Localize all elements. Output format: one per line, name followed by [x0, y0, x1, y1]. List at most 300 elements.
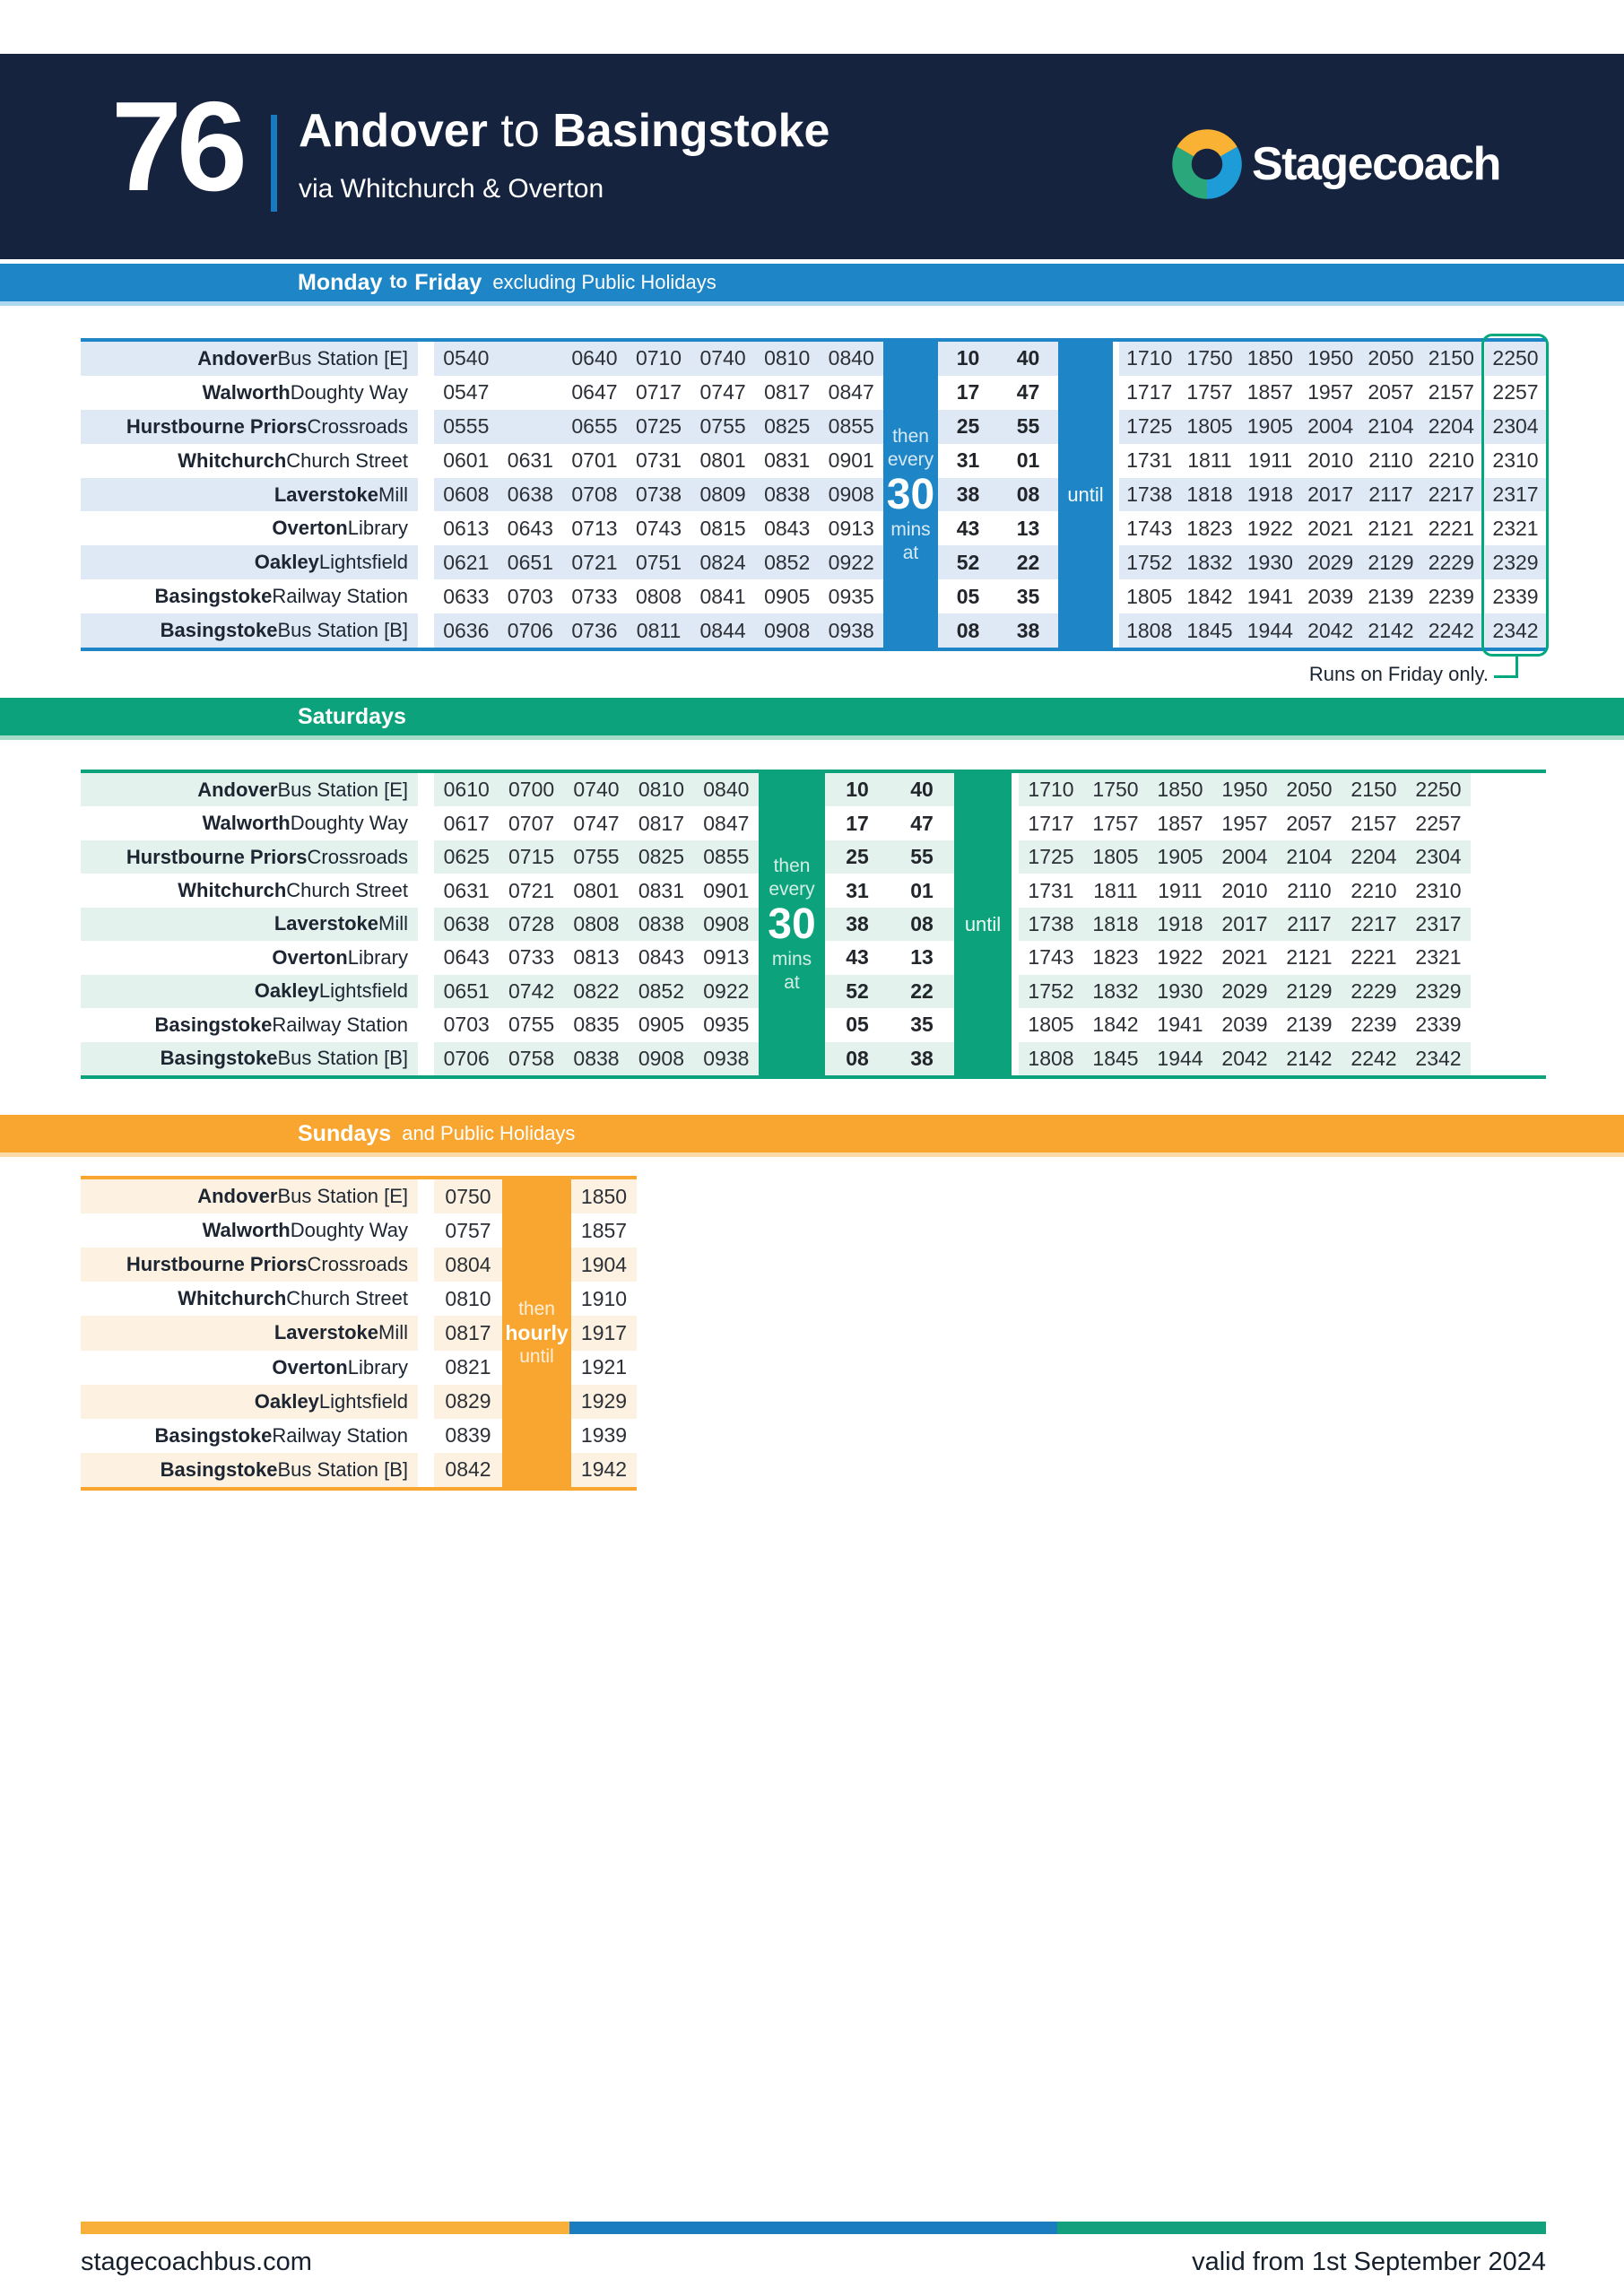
time-cell: 1850	[1246, 346, 1293, 370]
time-cell: 0809	[699, 483, 746, 506]
header-divider	[271, 115, 277, 212]
time-cell: 0725	[635, 414, 682, 439]
time-cell: 1805	[1186, 414, 1233, 439]
time-cell: 0738	[635, 483, 682, 506]
stop-name-cell: Basingstoke Railway Station	[154, 585, 408, 608]
time-cell: 0913	[828, 516, 874, 540]
time-cell: 25	[956, 414, 980, 439]
time-cell: 0838	[573, 1046, 620, 1070]
time-cell: 2210	[1350, 878, 1397, 902]
time-cell: 1805	[1028, 1013, 1074, 1037]
time-cell: 0651	[443, 978, 490, 1003]
time-cell: 13	[910, 945, 934, 970]
time-cell: 1905	[1246, 414, 1293, 439]
route-origin: Andover	[299, 105, 488, 157]
time-cell: 0922	[703, 978, 750, 1003]
time-cell: 1921	[580, 1355, 628, 1379]
time-cell: 2121	[1368, 516, 1414, 540]
footer-bar-green-segment	[1057, 2222, 1546, 2234]
time-cell: 1750	[1186, 346, 1233, 370]
time-cell: 1710	[1028, 778, 1074, 802]
time-cell: 0843	[638, 945, 684, 970]
time-cell: 0815	[699, 516, 746, 540]
frequency-band: then every 30 mins at	[883, 342, 938, 648]
footer-bar-blue-segment	[569, 2222, 1058, 2234]
time-cell: 1808	[1126, 618, 1173, 642]
stop-name-cell: Whitchurch Church Street	[178, 879, 408, 902]
time-cell: 2257	[1415, 811, 1462, 835]
timetable-rows	[81, 773, 1546, 1075]
time-cell: 52	[846, 978, 869, 1003]
time-cell: 0855	[703, 845, 750, 869]
time-cell: 55	[910, 845, 934, 869]
table-row	[81, 410, 1546, 444]
friday-note: Runs on Friday only.	[1308, 663, 1489, 685]
time-cell: 2221	[1350, 945, 1397, 970]
time-cell: 1918	[1157, 911, 1203, 935]
time-cell: 1957	[1307, 380, 1354, 404]
time-cell: 0825	[638, 845, 684, 869]
time-cell: 0733	[571, 584, 618, 608]
timetable-sunday	[81, 1176, 637, 1491]
time-cell: 0740	[699, 346, 746, 370]
time-cell: 2042	[1221, 1046, 1268, 1070]
time-cell: 1725	[1028, 845, 1074, 869]
time-cell: 2057	[1286, 811, 1333, 835]
time-cell: 2050	[1368, 346, 1414, 370]
time-cell: 2004	[1221, 845, 1268, 869]
time-cell: 1808	[1028, 1046, 1074, 1070]
section-bar-weekday	[0, 264, 1624, 306]
time-cell: 0817	[445, 1320, 491, 1344]
time-cell: 1910	[580, 1286, 628, 1310]
stagecoach-swirl-icon	[1171, 128, 1243, 200]
stop-name-cell: Oakley Lightsfield	[81, 545, 418, 579]
table-row	[81, 444, 1546, 478]
time-cell: 0908	[764, 618, 811, 642]
time-cell: 2242	[1350, 1046, 1397, 1070]
time-cell: 0840	[703, 778, 750, 802]
footer-validity: valid from 1st September 2024	[1192, 2248, 1546, 2276]
time-cell: 0935	[828, 584, 874, 608]
time-cell: 0810	[764, 346, 811, 370]
time-cell: 2329	[1492, 550, 1539, 574]
time-cell: 1950	[1221, 778, 1268, 802]
time-cell: 38	[910, 1046, 934, 1070]
stop-name-cell: Laverstoke Mill	[81, 1316, 418, 1350]
time-cell: 1905	[1157, 845, 1203, 869]
time-cell: 2304	[1415, 845, 1462, 869]
time-cell: 0743	[635, 516, 682, 540]
time-cell: 0736	[571, 618, 618, 642]
time-cell: 0901	[703, 878, 750, 902]
time-cell: 0847	[703, 811, 750, 835]
time-cell: 31	[846, 878, 869, 902]
time-cell: 1942	[580, 1457, 628, 1482]
time-cell: 05	[846, 1013, 869, 1037]
time-cell: 52	[956, 550, 980, 574]
time-cell: 0822	[573, 978, 620, 1003]
time-cell: 1950	[1307, 346, 1354, 370]
time-cell: 0905	[764, 584, 811, 608]
time-cell: 2321	[1415, 945, 1462, 970]
time-cell: 1842	[1186, 584, 1233, 608]
time-cell: 2142	[1368, 618, 1414, 642]
time-cell: 1738	[1028, 911, 1074, 935]
time-cell: 1929	[580, 1389, 628, 1413]
time-cell: 1811	[1093, 878, 1138, 902]
time-cell: 31	[956, 448, 980, 473]
time-cell: 0707	[508, 811, 555, 835]
time-cell: 0740	[573, 778, 620, 802]
time-cell: 0721	[571, 550, 618, 574]
time-cell: 0706	[507, 618, 553, 642]
time-cell: 0655	[571, 414, 618, 439]
time-cell: 22	[1016, 550, 1040, 574]
time-cell: 0757	[445, 1218, 491, 1242]
time-cell: 2117	[1368, 483, 1413, 506]
time-cell: 0935	[703, 1013, 750, 1037]
time-cell: 1845	[1186, 618, 1233, 642]
time-cell: 0808	[635, 584, 682, 608]
stop-name-cell: Overton Library	[272, 517, 408, 540]
time-cell: 01	[1016, 448, 1040, 473]
stop-name-cell: Basingstoke Railway Station	[154, 1423, 408, 1447]
time-cell: 0825	[764, 414, 811, 439]
time-cell: 1725	[1126, 414, 1173, 439]
time-cell: 43	[846, 945, 869, 970]
time-cell: 1738	[1126, 483, 1173, 506]
time-cell: 2317	[1492, 483, 1539, 506]
time-cell: 2004	[1307, 414, 1354, 439]
time-cell: 40	[910, 778, 934, 802]
section-bar-sunday	[0, 1115, 1624, 1157]
time-cell: 08	[910, 911, 934, 935]
timetable-rows	[81, 1179, 637, 1487]
route-title	[299, 105, 830, 157]
time-cell: 2010	[1307, 448, 1354, 473]
time-cell: 1750	[1092, 778, 1139, 802]
time-cell: 17	[956, 380, 980, 404]
time-cell: 0701	[571, 448, 618, 473]
time-cell: 2339	[1492, 584, 1539, 608]
time-cell: 0700	[508, 778, 555, 802]
time-cell: 08	[1016, 483, 1040, 506]
time-cell: 1918	[1246, 483, 1293, 506]
time-cell: 1805	[1092, 845, 1139, 869]
time-cell: 22	[910, 978, 934, 1003]
time-cell: 1842	[1092, 1013, 1139, 1037]
time-cell: 2142	[1286, 1046, 1333, 1070]
time-cell: 1857	[1246, 380, 1293, 404]
table-row	[81, 342, 1546, 376]
table-row	[81, 613, 1546, 648]
stop-name-cell: Hurstbourne Priors Crossroads	[81, 1248, 418, 1282]
time-cell: 1818	[1186, 483, 1233, 506]
table-bottom-border	[81, 1075, 1546, 1079]
time-cell: 1930	[1246, 550, 1293, 574]
time-cell: 1805	[1126, 584, 1173, 608]
timetable-weekday	[81, 338, 1546, 685]
time-cell: 0801	[699, 448, 746, 473]
time-cell: 08	[846, 1046, 869, 1070]
time-cell: 1743	[1126, 516, 1173, 540]
time-cell: 2257	[1492, 380, 1539, 404]
table-bottom-border	[81, 648, 1546, 651]
stop-name-cell: Andover Bus Station [E]	[81, 342, 418, 376]
stop-name-cell: Basingstoke Railway Station	[154, 1013, 408, 1036]
time-cell: 0844	[699, 618, 746, 642]
time-cell: 1911	[1247, 448, 1293, 473]
time-cell: 0728	[508, 911, 555, 935]
time-cell: 2029	[1221, 978, 1268, 1003]
time-cell: 0742	[508, 978, 555, 1003]
time-cell: 0747	[699, 380, 746, 404]
timetable-saturday	[81, 770, 1546, 1079]
time-cell: 47	[1016, 380, 1040, 404]
time-cell: 0610	[443, 778, 490, 802]
time-cell: 1757	[1092, 811, 1139, 835]
weekday-label-note: excluding Public Holidays	[492, 271, 716, 293]
time-cell: 2057	[1368, 380, 1414, 404]
time-cell: 1917	[580, 1320, 628, 1344]
route-number: 76	[111, 75, 242, 218]
time-cell: 0838	[764, 483, 811, 506]
time-cell: 1757	[1186, 380, 1233, 404]
time-cell: 1904	[580, 1252, 628, 1276]
time-cell: 0710	[635, 346, 682, 370]
time-cell: 0835	[573, 1013, 620, 1037]
time-cell: 2029	[1307, 550, 1354, 574]
time-cell: 38	[846, 911, 869, 935]
time-cell: 2342	[1492, 618, 1539, 642]
stop-name-cell: Walworth Doughty Way	[202, 380, 408, 404]
time-cell: 0621	[443, 550, 490, 574]
time-cell: 0747	[573, 811, 620, 835]
time-cell: 0901	[828, 448, 874, 473]
time-cell: 0755	[699, 414, 746, 439]
time-cell: 0821	[445, 1355, 491, 1379]
stagecoach-wordmark: Stagecoach	[1252, 138, 1500, 190]
time-cell: 1823	[1186, 516, 1233, 540]
time-cell: 1811	[1187, 448, 1232, 473]
time-cell: 2221	[1428, 516, 1474, 540]
table-row	[81, 579, 1546, 613]
time-cell: 0938	[703, 1046, 750, 1070]
time-cell: 1818	[1092, 911, 1139, 935]
time-cell: 1717	[1126, 380, 1173, 404]
time-cell: 1743	[1028, 945, 1074, 970]
friday-only-box	[1481, 334, 1549, 657]
time-cell: 0721	[508, 878, 555, 902]
time-cell: 1832	[1186, 550, 1233, 574]
time-cell: 0717	[635, 380, 682, 404]
time-cell: 0540	[443, 346, 490, 370]
time-cell: 0638	[507, 483, 553, 506]
stop-name-cell: Whitchurch Church Street	[178, 1287, 408, 1310]
time-cell: 0643	[507, 516, 553, 540]
time-cell: 0631	[507, 448, 553, 473]
time-cell: 2042	[1307, 618, 1354, 642]
time-cell: 0750	[445, 1184, 491, 1208]
stop-name-cell: Hurstbourne Priors Crossroads	[81, 840, 418, 874]
time-cell: 2250	[1415, 778, 1462, 802]
time-cell: 0608	[443, 483, 490, 506]
time-cell: 10	[956, 346, 980, 370]
time-cell: 05	[956, 584, 980, 608]
time-cell: 1957	[1221, 811, 1268, 835]
time-cell: 25	[846, 845, 869, 869]
time-cell: 17	[846, 811, 869, 835]
time-cell: 2021	[1221, 945, 1268, 970]
stop-name-cell: Laverstoke Mill	[81, 478, 418, 512]
time-cell: 0847	[828, 380, 874, 404]
time-cell: 2204	[1428, 414, 1474, 439]
stop-name-cell: Overton Library	[272, 945, 408, 969]
time-cell: 1941	[1246, 584, 1293, 608]
time-cell: 0810	[638, 778, 684, 802]
weekday-label-monday: Monday	[298, 269, 383, 295]
time-cell: 0755	[508, 1013, 555, 1037]
time-cell: 2021	[1307, 516, 1354, 540]
footer-bar-orange-segment	[81, 2222, 569, 2234]
time-cell: 0905	[638, 1013, 684, 1037]
time-cell: 2139	[1286, 1013, 1333, 1037]
time-cell: 10	[846, 778, 869, 802]
time-cell: 1941	[1157, 1013, 1203, 1037]
time-cell: 1944	[1157, 1046, 1203, 1070]
time-cell: 1717	[1028, 811, 1074, 835]
time-cell: 0829	[445, 1389, 491, 1413]
time-cell: 1930	[1157, 978, 1203, 1003]
time-cell: 1731	[1126, 448, 1173, 473]
time-cell: 2217	[1350, 911, 1397, 935]
weekday-label-to: to	[389, 272, 408, 292]
time-cell: 0651	[507, 550, 553, 574]
time-cell: 1911	[1158, 878, 1203, 902]
time-cell: 0638	[443, 911, 490, 935]
time-cell: 2157	[1428, 380, 1474, 404]
time-cell: 0715	[508, 845, 555, 869]
time-cell: 0852	[764, 550, 811, 574]
time-cell: 2217	[1428, 483, 1474, 506]
time-cell: 1922	[1246, 516, 1293, 540]
time-cell: 0842	[445, 1457, 491, 1482]
time-cell: 2010	[1221, 878, 1268, 902]
time-cell: 2150	[1428, 346, 1474, 370]
route-titles	[299, 105, 830, 204]
time-cell: 1832	[1092, 978, 1139, 1003]
time-cell: 1857	[580, 1218, 628, 1242]
time-cell: 1944	[1246, 618, 1293, 642]
time-cell: 1752	[1028, 978, 1074, 1003]
time-cell: 2110	[1368, 448, 1413, 473]
time-cell: 1731	[1028, 878, 1074, 902]
time-cell: 0758	[508, 1046, 555, 1070]
time-cell: 1752	[1126, 550, 1173, 574]
time-cell: 2104	[1368, 414, 1414, 439]
time-cell: 0613	[443, 516, 490, 540]
stop-name-cell: Oakley Lightsfield	[81, 1385, 418, 1419]
table-row	[81, 545, 1546, 579]
time-cell: 0813	[573, 945, 620, 970]
frequency-band: then every 30 mins at	[759, 773, 825, 1075]
stop-name-cell: Overton Library	[272, 1355, 408, 1378]
time-cell: 2129	[1286, 978, 1333, 1003]
time-cell: 0643	[443, 945, 490, 970]
stop-name-cell: Laverstoke Mill	[81, 908, 418, 941]
time-cell: 1850	[1157, 778, 1203, 802]
stop-name-cell: Andover Bus Station [E]	[81, 1179, 418, 1213]
until-band: until	[954, 773, 1012, 1075]
time-cell: 01	[910, 878, 934, 902]
time-cell: 2321	[1492, 516, 1539, 540]
time-cell: 0938	[828, 618, 874, 642]
time-cell: 08	[956, 618, 980, 642]
time-cell: 0824	[699, 550, 746, 574]
section-bar-saturday	[0, 698, 1624, 740]
time-cell: 35	[910, 1013, 934, 1037]
time-cell: 13	[1016, 516, 1040, 540]
route-to-word: to	[500, 105, 540, 157]
time-cell: 2304	[1492, 414, 1539, 439]
table-row	[81, 478, 1546, 512]
saturday-label: Saturdays	[298, 703, 406, 729]
time-cell: 2110	[1287, 878, 1332, 902]
route-destination: Basingstoke	[552, 105, 830, 157]
time-cell: 0855	[828, 414, 874, 439]
time-cell: 2250	[1492, 346, 1539, 370]
time-cell: 0713	[571, 516, 618, 540]
time-cell: 0755	[573, 845, 620, 869]
time-cell: 0831	[638, 878, 684, 902]
time-cell: 0852	[638, 978, 684, 1003]
timetable-rows	[81, 342, 1546, 648]
time-cell: 0703	[443, 1013, 490, 1037]
time-cell: 0601	[443, 448, 490, 473]
time-cell: 0801	[573, 878, 620, 902]
table-bottom-border	[81, 1487, 637, 1491]
stagecoach-logo	[1171, 128, 1500, 200]
route-subtitle: via Whitchurch & Overton	[299, 174, 604, 204]
weekday-label-friday: Friday	[414, 269, 482, 295]
time-cell: 2342	[1415, 1046, 1462, 1070]
time-cell: 2150	[1350, 778, 1397, 802]
time-cell: 0913	[703, 945, 750, 970]
time-cell: 0841	[699, 584, 746, 608]
stop-name-cell: Andover Bus Station [E]	[81, 773, 418, 806]
stop-name-cell: Whitchurch Church Street	[178, 448, 408, 472]
time-cell: 0808	[573, 911, 620, 935]
until-band: until	[1058, 342, 1113, 648]
stop-name-cell: Walworth Doughty Way	[202, 1219, 408, 1242]
time-cell: 2104	[1286, 845, 1333, 869]
time-cell: 2229	[1428, 550, 1474, 574]
time-cell: 1922	[1157, 945, 1203, 970]
time-cell: 2242	[1428, 618, 1474, 642]
time-cell: 55	[1016, 414, 1040, 439]
time-cell: 0633	[443, 584, 490, 608]
time-cell: 0703	[507, 584, 553, 608]
time-cell: 35	[1016, 584, 1040, 608]
time-cell: 2310	[1415, 878, 1462, 902]
time-cell: 2050	[1286, 778, 1333, 802]
time-cell: 38	[1016, 618, 1040, 642]
time-cell: 0708	[571, 483, 618, 506]
time-cell: 2129	[1368, 550, 1414, 574]
time-cell: 0731	[635, 448, 682, 473]
time-cell: 0839	[445, 1423, 491, 1448]
